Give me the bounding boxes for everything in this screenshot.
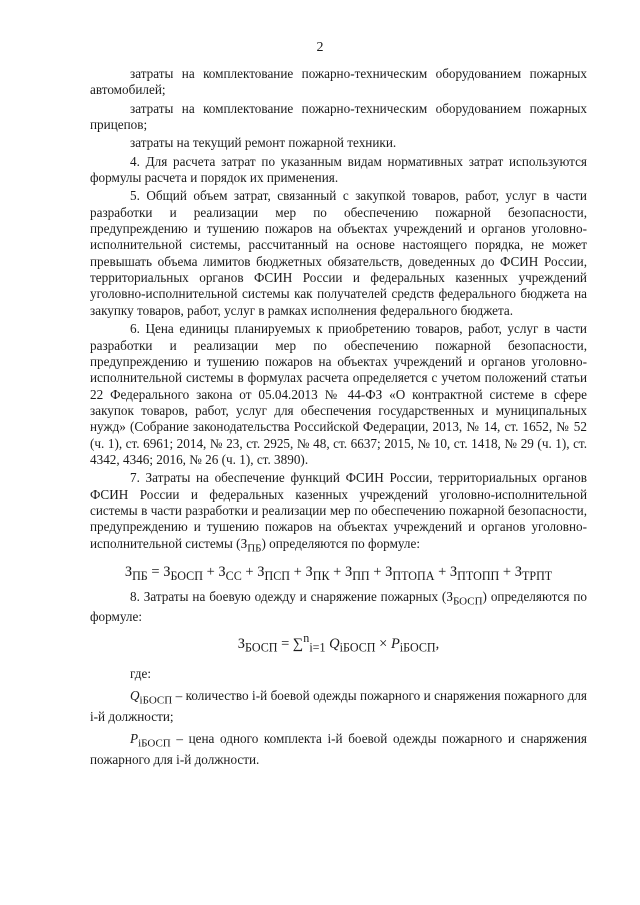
formula-symbol: З <box>163 563 171 580</box>
formula-total-costs: $З_{ПБ} = З_{БОСП} + З_{СС} + З_{ПСП} + З_{ПК} + З_{ПП} + З_{ПТОПА} + З_{ПТОПП} + З_{ТРПТ}$ <box>124 563 553 583</box>
formula-subscript: iБОСП <box>138 737 171 750</box>
formula-subscript: ПБ <box>132 568 148 583</box>
formula-subscript: ПК <box>312 568 330 583</box>
formula-subscript: ТРПТ <box>521 568 553 583</box>
symbol: З <box>446 588 453 604</box>
formula-symbol: З <box>344 563 353 580</box>
formula-symbol: З <box>449 563 458 580</box>
paragraph-8 <box>90 589 587 626</box>
formula-subscript: iБОСП <box>399 640 436 655</box>
symbol-subscript: БОСП <box>452 595 483 608</box>
formula-combat-clothing: $З_{БОСП} = \sum^n_{i=1}$ $Q_{iБОСП} \times P_{iБОСП}$, <box>237 630 440 655</box>
paragraph-8-text: 8. Затраты на боевую одежду и снаряжение пожарных ( <box>130 588 447 604</box>
formula-symbol: Q <box>329 635 340 652</box>
sum-symbol: ∑ <box>292 635 304 652</box>
formula-symbol: З <box>385 563 393 580</box>
definition-quantity <box>90 688 587 725</box>
formula-subscript: iБОСП <box>339 640 376 655</box>
document-body <box>90 66 587 775</box>
symbol: З <box>240 535 248 551</box>
list-item: затраты на комплектование пожарно-техническим оборудованием пожарных прицепов; <box>90 100 587 133</box>
formula-subscript: ПП <box>352 568 370 583</box>
formula-symbol: З <box>124 563 133 580</box>
paragraph-4: 4. Для расчета затрат по указанным видам нормативных затрат используются формулы расчета и порядок их применения. <box>90 153 587 186</box>
where-label: где: <box>130 665 151 681</box>
formula-symbol: P <box>390 635 400 652</box>
formula-subscript: ПСП <box>264 568 291 583</box>
formula-symbol: З <box>514 563 522 580</box>
symbol-subscript: ПБ <box>247 542 262 555</box>
formula-subscript: ПТОПА <box>392 568 435 583</box>
multiply-sign: × <box>379 635 388 652</box>
formula-symbol: P <box>130 731 139 747</box>
sum-upper-limit: n <box>303 630 310 645</box>
formula-subscript: iБОСП <box>139 694 173 707</box>
sum-lower-limit: i=1 <box>309 640 326 655</box>
definition-price <box>90 731 587 768</box>
formula-subscript: БОСП <box>170 568 203 583</box>
paragraph-7-end: ) определяются по формуле: <box>261 535 421 551</box>
formula-symbol: З <box>218 563 226 580</box>
formula-subscript: БОСП <box>244 640 278 655</box>
page-number: 2 <box>316 40 324 55</box>
formula-end: , <box>435 635 440 652</box>
paragraph-7-text: 7. Затраты на обеспечение функций ФСИН России, территориальных органов ФСИН России и федеральных казенных учреждений уголовно-исполнительной системы в части разработки и реализации мер по обеспечению пожарной безопасности, предупреждению и тушению пожаров на объектах учреждений и органов уголовно-исполнительной системы ( <box>90 470 587 551</box>
paragraph-5: 5. Общий объем затрат, связанный с закупкой товаров, работ, услуг в части разработки и реализации мер по обеспечению пожарной безопасности, предупреждению и тушению пожаров на объектах учреждений и органов уголовно-исполнительной системы, рассчитанный на основе настоящего порядка, не может превышать объема лимитов бюджетных обязательств, доведенных до ФСИН России, территориальных органов ФСИН России и федеральных казенных учреждений уголовно-исполнительной системы как получателей средств федерального бюджета на закупку товаров, работ, услуг в рамках исполнения федерального бюджета. <box>90 188 587 318</box>
formula-symbol: Q <box>130 687 140 703</box>
formula-subscript: СС <box>225 568 242 583</box>
formula-symbol: З <box>257 563 265 580</box>
formula-symbol: З <box>237 635 245 652</box>
formula-symbol: З <box>305 563 313 580</box>
formula-subscript: ПТОПП <box>457 568 500 583</box>
paragraph-7 <box>90 470 587 556</box>
list-item: затраты на комплектование пожарно-техническим оборудованием пожарных автомобилей; <box>90 66 587 98</box>
definition-text: – цена одного комплекта i-й боевой одежды пожарного и снаряжения пожарного для i-й должности. <box>90 731 587 768</box>
definition-text: – количество i-й боевой одежды пожарного и снаряжения пожарного для i-й должности; <box>90 687 587 724</box>
list-item: затраты на текущий ремонт пожарной техники. <box>130 135 397 151</box>
paragraph-6: 6. Цена единицы планируемых к приобретению товаров, работ, услуг в части разработки и реализации мер по обеспечению пожарной безопасности, предупреждению и тушению пожаров на объектах учреждений и органов уголовно-исполнительной системы в формулах расчета определяется с учетом положений статьи 22 Федерального закона от 05.04.2013 № 44-ФЗ «О контрактной системе в сфере закупок товаров, работ, услуг для обеспечения государственных и муниципальных нужд» (Собрание законодательства Российской Федерации, 2013, № 14, ст. 1652, № 52 (ч. 1), ст. 6961; 2014, № 23, ст. 2925, № 48, ст. 6637; 2015, № 10, ст. 1418, № 29 (ч. 1), ст. 4342, 4346; 2016, № 26 (ч. 1), ст. 3890). <box>90 321 587 467</box>
paragraph-8-end: ) определяются по формуле: <box>90 588 587 625</box>
